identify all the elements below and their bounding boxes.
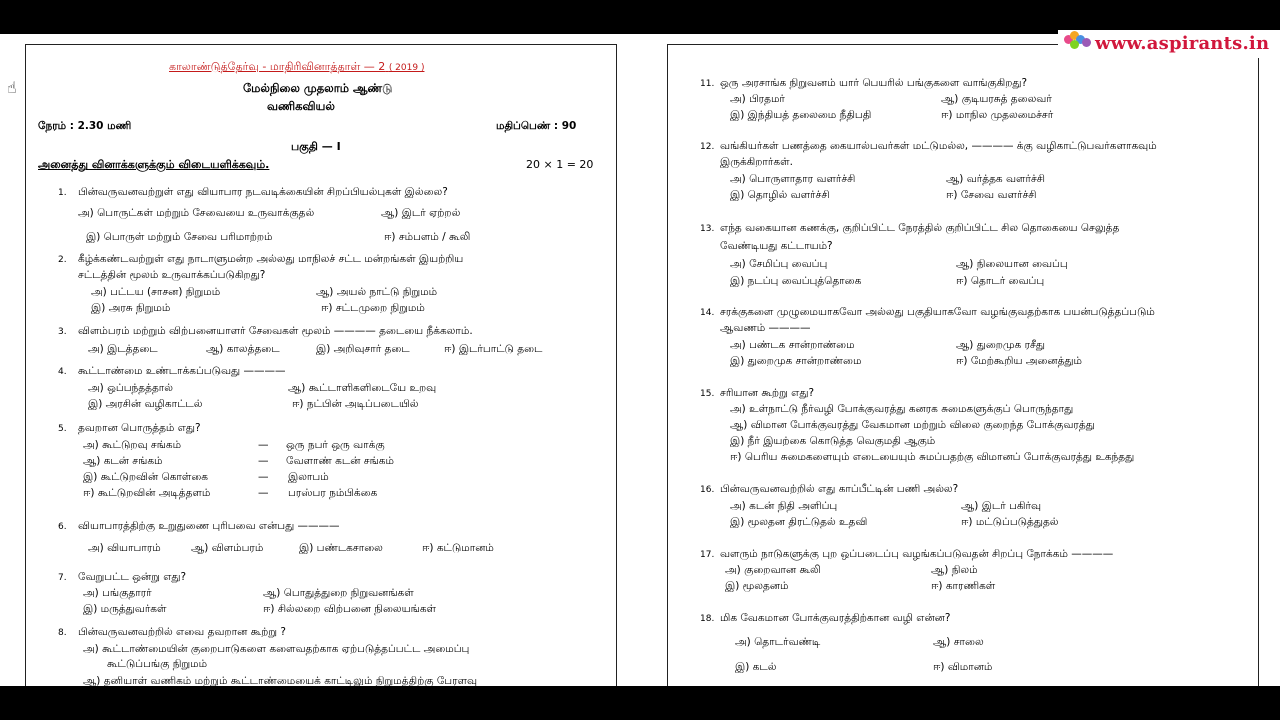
option-b: ஆ) இடர் பகிர்வு [961,500,1042,512]
question-number: 17. [700,550,715,560]
option-d: ஈ) தொடர் வைப்பு [956,275,1045,287]
option-b: ஆ) பொதுத்துறை நிறுவனங்கள் [263,587,414,599]
option-a: அ) தொடர்வண்டி [735,636,821,648]
match-left: இ) கூட்டுறவின் கொள்கை [83,471,209,483]
option-c: இ) இந்தியத் தலைமை நீதிபதி [730,109,872,121]
option-b: ஆ) சாலை [933,636,984,648]
question-text: சரக்குகளை முழுமையாகவோ அல்லது பகுதியாகவோ வழங்குவதற்காக பயன்படுத்தப்படும் [720,306,1155,318]
option-d: ஈ) சம்பளம் / கூலி [384,231,471,243]
option-a: அ) கூட்டாண்மையின் குறைபாடுகளை களைவதற்காக ஏற்படுத்தப்பட்ட அமைப்பு [83,643,470,655]
option-c: இ) மூலதன திரட்டுதல் உதவி [730,516,868,528]
option-c: இ) துறைமுக சான்றாண்மை [730,355,862,367]
question-text-cont: ஆவணம் ———— [720,322,811,334]
match-dash: — [258,439,269,451]
question-text: வளரும் நாடுகளுக்கு புற ஒப்படைப்பு வழங்கப்படுவதன் சிறப்பு நோக்கம் ———— [720,548,1114,560]
question-number: 18. [700,614,715,624]
match-right: வேளாண் கடன் சங்கம் [286,455,394,467]
match-dash: — [258,471,269,483]
option-d: ஈ) இடர்பாட்டு தடை [444,343,543,355]
subject-title: வணிகவியல் [267,99,335,113]
question-number: 11. [700,79,715,89]
part-label: பகுதி — I [291,140,341,153]
option-a: அ) பட்டய (சாசன) நிறுமம் [91,286,221,298]
option-c: இ) அரசின் வழிகாட்டல் [88,398,203,410]
question-number: 8. [58,628,67,638]
option-c: இ) நீர் இயற்கை கொடுத்த வெகுமதி ஆகும் [730,435,936,447]
question-text-cont: வேண்டியது கட்டாயம்? [720,240,833,252]
option-d: ஈ) சேவை வளர்ச்சி [946,189,1037,201]
question-text: எந்த வகையான கணக்கு, குறிப்பிட்ட நேரத்தில் குறிப்பிட்ட சில தொகையை செலுத்த [720,222,1120,234]
left-page [25,44,617,686]
option-a: அ) பொருட்கள் மற்றும் சேவையை உருவாக்குதல் [78,207,315,219]
option-d: ஈ) மாநில முதலமைச்சர் [941,109,1054,121]
question-number: 15. [700,389,715,399]
option-a: அ) பொருளாதார வளர்ச்சி [730,173,856,185]
option-d: ஈ) சட்டமுறை நிறுமம் [321,302,425,314]
question-number: 2. [58,255,67,265]
option-b: ஆ) வர்த்தக வளர்ச்சி [946,173,1046,185]
logo-petal-icon [1082,38,1091,47]
question-text: தவறான பொருத்தம் எது? [78,422,201,434]
option-a: அ) குறைவான கூலி [725,564,821,576]
option-a: அ) பிரதமர் [730,93,785,105]
option-b: ஆ) காலத்தடை [206,343,280,355]
option-a: அ) பண்டக சான்றாண்மை [730,339,855,351]
match-dash: — [258,487,269,499]
option-b: ஆ) கூட்டாளிகளிடையே உறவு [288,382,437,394]
question-text: மிக வேகமான போக்குவரத்திற்கான வழி என்ன? [720,612,951,624]
question-text: விளம்பரம் மற்றும் விற்பனையாளர் சேவைகள் மூலம் ———— தடையை நீக்கலாம். [78,325,473,337]
question-number: 12. [700,142,715,152]
instruction: அனைத்து வினாக்களுக்கும் விடையளிக்கவும். [38,158,270,171]
option-b: ஆ) குடியரசுத் தலைவர் [941,93,1052,105]
match-left: ஈ) கூட்டுறவின் அடித்தளம் [83,487,211,499]
question-text: சரியான கூற்று எது? [720,387,815,399]
question-number: 1. [58,188,67,198]
match-left: அ) கூட்டுறவு சங்கம் [83,439,182,451]
option-d: ஈ) சில்லறை விற்பனை நிலையங்கள் [263,603,437,615]
option-d: ஈ) கட்டுமானம் [422,542,494,554]
exam-marks: மதிப்பெண் : 90 [496,120,577,132]
option-d: ஈ) விமானம் [933,661,993,673]
option-a: அ) கடன் நிதி அளிப்பு [730,500,838,512]
option-d: ஈ) மட்டுப்படுத்துதல் [961,516,1059,528]
class-title: மேல்நிலை முதலாம் ஆண்டு [243,81,393,95]
option-c: இ) அறிவுசார் தடை [316,343,410,355]
match-right: இலாபம் [288,471,329,483]
match-right: ஒரு நபர் ஒரு வாக்கு [286,439,385,451]
option-c: இ) நடப்பு வைப்புத்தொகை [730,275,862,287]
question-number: 5. [58,424,67,434]
option-c: இ) அரசு நிறுமம் [91,302,171,314]
option-b: ஆ) நிலையான வைப்பு [956,258,1068,270]
question-text: கீழ்க்கண்டவற்றுள் எது நாடாளுமன்ற அல்லது மாநிலச் சட்ட மன்றங்கள் இயற்றிய [78,253,464,265]
option-c: இ) மூலதனம் [725,580,789,592]
question-number: 3. [58,327,67,337]
hand-cursor-icon[interactable]: ☝ [7,78,17,97]
question-number: 14. [700,308,715,318]
match-left: ஆ) கடன் சங்கம் [83,455,163,467]
scoring: 20 × 1 = 20 [526,158,594,171]
question-text: பின்வருவனவற்றில் எவை தவறான கூற்று ? [78,626,286,638]
question-text: பின்வருவனவற்றில் எது காப்பீட்டின் பணி அல்ல? [720,483,959,495]
logo-text: www.aspirants.in [1095,33,1270,54]
exam-time: நேரம் : 2.30 மணி [38,120,132,132]
option-a: அ) ஒப்பந்தத்தால் [88,382,173,394]
viewer-frame [0,34,1280,686]
option-a: அ) இடத்தடை [88,343,158,355]
option-c: இ) மருத்துவர்கள் [83,603,167,615]
question-number: 16. [700,485,715,495]
option-d: ஈ) பெரிய சுமைகளையும் எடையையும் சுமப்பதற்கு விமானப் போக்குவரத்து உகந்தது [730,451,1135,463]
option-b: ஆ) தனியாள் வணிகம் மற்றும் கூட்டாண்மையைக் காட்டிலும் நிறுமத்திற்கு பேரளவு [83,675,478,686]
question-text: பின்வருவனவற்றுள் எது வியாபார நடவடிக்கையின் சிறப்பியல்புகள் இல்லை? [78,186,448,198]
option-b: ஆ) விளம்பரம் [191,542,264,554]
question-number: 7. [58,573,67,583]
option-d: ஈ) காரணிகள் [931,580,996,592]
option-d: ஈ) மேற்கூறிய அனைத்தும் [956,355,1082,367]
option-b: ஆ) துறைமுக ரசீது [956,339,1045,351]
question-text: கூட்டாண்மை உண்டாக்கப்படுவது ———— [78,365,286,377]
option-d: ஈ) நட்பின் அடிப்படையில் [292,398,419,410]
match-dash: — [258,455,269,467]
option-a: அ) உள்நாட்டு நீர்வழி போக்குவரத்து கனரக சுமைகளுக்குப் பொருந்தாது [730,403,1074,415]
option-c: இ) பொருள் மற்றும் சேவை பரிமாற்றம் [86,231,273,243]
option-c: இ) கடல் [735,661,777,673]
question-text-cont: சட்டத்தின் மூலம் உருவாக்கப்படுகிறது? [78,269,266,281]
question-text: வேறுபட்ட ஒன்று எது? [78,571,187,583]
site-logo[interactable] [1058,30,1280,58]
question-text: ஒரு அரசாங்க நிறுவனம் யார் பெயரில் பங்குகளை வாங்குகிறது? [720,77,1028,89]
option-a: அ) வியாபாரம் [88,542,161,554]
option-b: ஆ) இடர் ஏற்றல் [381,207,461,219]
question-text-cont: இருக்கிறார்கள். [720,156,793,168]
option-b: ஆ) அயல் நாட்டு நிறுமம் [316,286,438,298]
option-b: ஆ) நிலம் [931,564,978,576]
question-number: 4. [58,367,67,377]
option-c: இ) பண்டகசாலை [299,542,383,554]
logo-petal-icon [1070,40,1079,49]
question-text: வியாபாரத்திற்கு உறுதுணை புரிபவை என்பது ———— [78,520,340,532]
question-text: வங்கியர்கள் பணத்தை கையால்பவர்கள் மட்டுமல்ல, ———— க்கு வழிகாட்டுபவர்களாகவும் [720,140,1157,152]
option-a: அ) சேமிப்பு வைப்பு [730,258,828,270]
option-a: அ) பங்குதாரர் [83,587,152,599]
match-right: பரஸ்பர நம்பிக்கை [288,487,378,499]
right-page [667,44,1259,686]
option-a-cont: கூட்டுப்பங்கு நிறுமம் [107,658,208,670]
question-number: 13. [700,224,715,234]
exam-title: காலாண்டுத்தேர்வு - மாதிரிவினாத்தாள் — 2 ( 2019 ) [169,60,425,73]
question-number: 6. [58,522,67,532]
option-b: ஆ) விமான போக்குவரத்து வேகமான மற்றும் விலை குறைந்த போக்குவரத்து [730,419,1095,431]
option-c: இ) தொழில் வளர்ச்சி [730,189,830,201]
